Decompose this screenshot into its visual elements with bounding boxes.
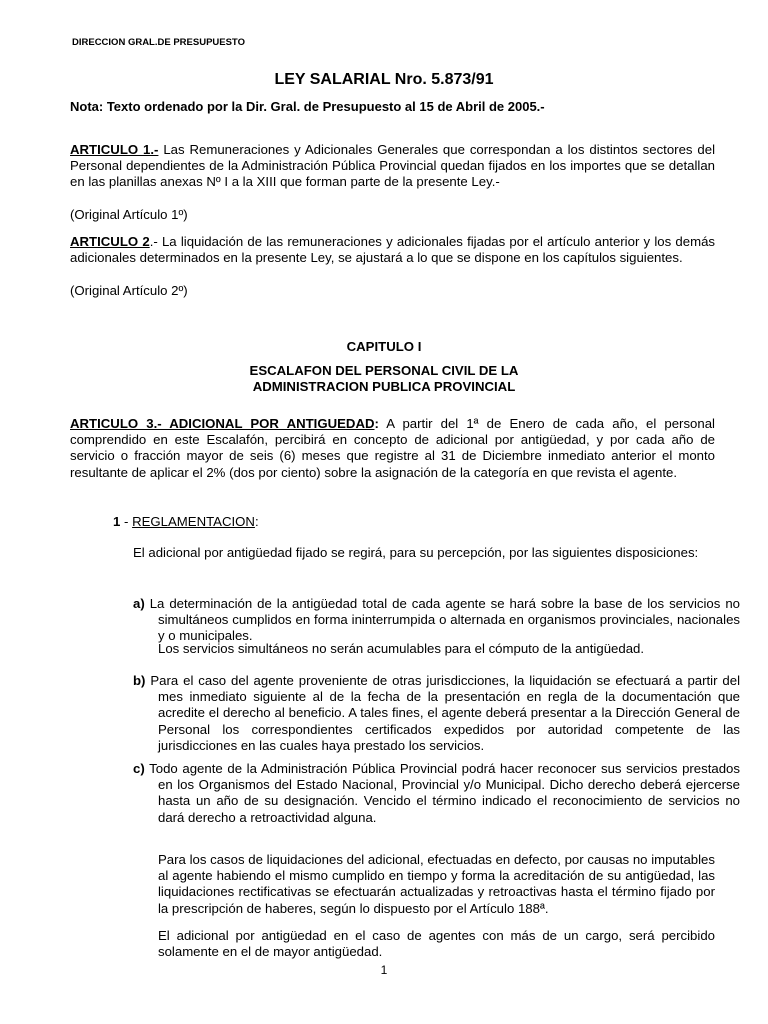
item-b-letter: b): [133, 673, 146, 688]
editorial-note: Nota: Texto ordenado por la Dir. Gral. de Presupuesto al 15 de Abril de 2005.-: [70, 99, 545, 114]
paragraph-liquidaciones: Para los casos de liquidaciones del adicional, efectuadas en defecto, por causas no imputables al agente habiendo el mismo cumplido en tiempo y forma la acreditación de su antigüedad, las liquidaciones rectificativas se efectuarán actualizadas y retroactivas hasta el término fijado por la prescripción de haberes, según lo dispuesto por el Artículo 188ª.: [158, 852, 715, 916]
page-header: DIRECCION GRAL.DE PRESUPUESTO: [72, 37, 245, 48]
reglamentacion-separator: -: [120, 514, 133, 529]
article-3-colon: :: [374, 416, 379, 431]
article-2-original: (Original Artículo 2º): [70, 283, 188, 298]
reglamentacion-colon: :: [254, 514, 259, 529]
reglamentacion-number: 1: [113, 514, 121, 529]
law-title: LEY SALARIAL Nro. 5.873/91: [274, 71, 494, 88]
article-1-original: (Original Artículo 1º): [70, 207, 188, 222]
item-c: [133, 761, 740, 826]
reglamentacion-heading: [113, 514, 713, 530]
chapter-label: CAPITULO I: [346, 339, 422, 354]
item-b: [133, 673, 740, 754]
article-3-text: A partir del 1ª de Enero de cada año, el personal comprendido en este Escalafón, percibirá en concepto de adicional por antigüedad, y por cada año de servicio o fracción mayor de seis (6) meses que registre al 31 de Diciembre inmediato anterior el monto resultante de aplicar el 2% (dos por ciento) sobre la asignación de la categoría en que revista el agente.: [70, 416, 715, 480]
chapter-title-line-1: ESCALAFON DEL PERSONAL CIVIL DE LA: [249, 363, 519, 378]
paragraph-mas-de-un-cargo: El adicional por antigüedad en el caso de agentes con más de un cargo, será percibido solamente en el de mayor antigüedad.: [158, 928, 715, 960]
item-b-text: Para el caso del agente proveniente de otras jurisdicciones, la liquidación se efectuará a partir del mes inmediato siguiente al de la fecha de la presentación en regla de la documentación que acredite el derecho al beneficio. A tales fines, el agente deberá presentar a la Dirección General de Personal los correspondientes certificados expedidos por autoridad competente de las jurisdicciones en las cuales haya prestado los servicios.: [145, 673, 740, 753]
item-a-extra: Los servicios simultáneos no serán acumulables para el cómputo de la antigüedad.: [158, 641, 645, 656]
article-3: [70, 416, 715, 481]
article-3-label: ARTICULO 3.- ADICIONAL POR ANTIGUEDAD: [70, 416, 375, 431]
article-1: [70, 142, 715, 191]
article-2: [70, 234, 715, 266]
article-2-text: .- La liquidación de las remuneraciones y adicionales fijadas por el artículo anterior y los demás adicionales determinados en la presente Ley, se ajustará a lo que se dispone en los capítulos siguientes.: [70, 234, 716, 266]
article-1-text: Las Remuneraciones y Adicionales Generales que correspondan a los distintos sectores del Personal dependientes de la Administración Pública Provincial quedan fijados en los importes que se detallan en las planillas anexas Nº I a la XIII que forman parte de la presente Ley.-: [70, 142, 715, 190]
article-2-label: ARTICULO 2: [70, 234, 150, 249]
item-c-text: Todo agente de la Administración Pública Provincial podrá hacer reconocer sus servicios prestados en los Organismos del Estado Nacional, Provincial y/o Municipal. Dicho derecho deberá ejercerse hasta un año de su designación. Vencido el término indicado el reconocimiento de servicios no dará derecho a retroactividad alguna.: [144, 761, 740, 825]
article-1-label: ARTICULO 1.-: [70, 142, 159, 157]
item-a: [133, 596, 740, 645]
item-c-letter: c): [133, 761, 145, 776]
reglamentacion-label: REGLAMENTACION: [132, 514, 255, 529]
chapter-title-line-2: ADMINISTRACION PUBLICA PROVINCIAL: [252, 379, 516, 394]
page-number: 1: [380, 963, 388, 977]
item-a-text: La determinación de la antigüedad total de cada agente se hará sobre la base de los servicios no simultáneos cumplidos en forma ininterrumpida o alternada en organismos provinciales, nacionales y o municipales.: [144, 596, 740, 644]
item-a-letter: a): [133, 596, 145, 611]
reglamentacion-intro: El adicional por antigüedad fijado se regirá, para su percepción, por las siguientes disposiciones:: [133, 545, 699, 560]
